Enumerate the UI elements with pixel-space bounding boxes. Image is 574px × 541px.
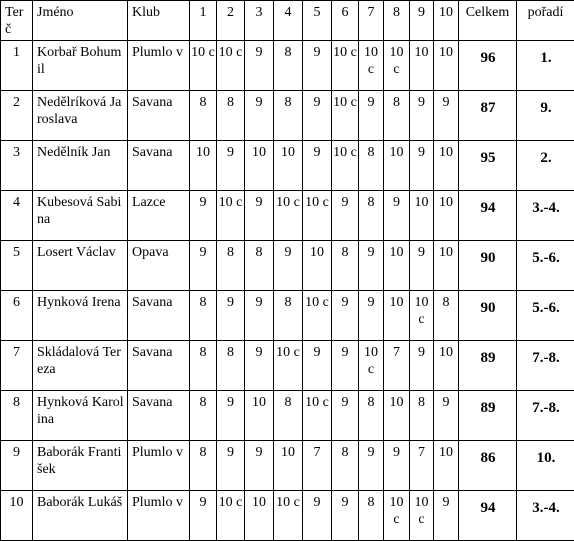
shot-10-cell: 8: [434, 291, 459, 341]
total-cell: 94: [459, 191, 517, 241]
header-club: Klub: [128, 1, 190, 41]
shot-8-cell: 8: [384, 91, 410, 141]
shot-6-cell: 9: [332, 191, 359, 241]
shot-1-cell: 8: [190, 341, 217, 391]
shot-3-cell: 9: [245, 341, 274, 391]
shot-6-cell: 9: [332, 291, 359, 341]
shot-8-cell: 9: [384, 441, 410, 491]
total-cell: 86: [459, 441, 517, 491]
shot-7-cell: 9: [359, 91, 384, 141]
club-cell: Savana: [128, 391, 190, 441]
ter-cell: 9: [1, 441, 33, 491]
shot-3-cell: 8: [245, 241, 274, 291]
shot-8-cell: 10: [384, 241, 410, 291]
shot-5-cell: 9: [303, 91, 332, 141]
shot-9-cell: 8: [410, 391, 434, 441]
name-cell: Korbař Bohumil: [33, 41, 128, 91]
ter-cell: 10: [1, 491, 33, 541]
rank-cell: 1.: [517, 41, 574, 91]
rank-cell: 7.-8.: [517, 341, 574, 391]
header-shot-3: 3: [245, 1, 274, 41]
shot-4-cell: 10: [274, 141, 303, 191]
shot-5-cell: 10 c: [303, 391, 332, 441]
shot-1-cell: 10 c: [190, 41, 217, 91]
table-row: [1, 141, 574, 191]
name-cell: Baborák Lukáš: [33, 491, 128, 541]
rank-cell: 9.: [517, 91, 574, 141]
shot-6-cell: 9: [332, 391, 359, 441]
table-row: [1, 441, 574, 491]
shot-3-cell: 9: [245, 441, 274, 491]
rank-cell: 7.-8.: [517, 391, 574, 441]
total-cell: 90: [459, 291, 517, 341]
total-cell: 89: [459, 341, 517, 391]
shot-8-cell: 10: [384, 291, 410, 341]
table-row: [1, 191, 574, 241]
shot-1-cell: 10: [190, 141, 217, 191]
shot-7-cell: 8: [359, 491, 384, 541]
ter-cell: 4: [1, 191, 33, 241]
shot-10-cell: 10: [434, 341, 459, 391]
ter-cell: 6: [1, 291, 33, 341]
shot-10-cell: 9: [434, 91, 459, 141]
shot-8-cell: 10: [384, 391, 410, 441]
shot-3-cell: 10: [245, 391, 274, 441]
shot-3-cell: 9: [245, 41, 274, 91]
shot-5-cell: 10 c: [303, 291, 332, 341]
name-cell: Kubesová Sabina: [33, 191, 128, 241]
header-shot-6: 6: [332, 1, 359, 41]
shot-1-cell: 9: [190, 241, 217, 291]
name-cell: Hynková Irena: [33, 291, 128, 341]
name-cell: Losert Václav: [33, 241, 128, 291]
header-shot-7: 7: [359, 1, 384, 41]
rank-cell: 3.-4.: [517, 491, 574, 541]
shot-9-cell: 10 c: [410, 291, 434, 341]
club-cell: Savana: [128, 341, 190, 391]
shot-7-cell: 10 c: [359, 341, 384, 391]
club-cell: Lazce: [128, 191, 190, 241]
ter-cell: 7: [1, 341, 33, 391]
ter-cell: 5: [1, 241, 33, 291]
shot-3-cell: 9: [245, 291, 274, 341]
shot-3-cell: 9: [245, 91, 274, 141]
shot-5-cell: 9: [303, 341, 332, 391]
shot-4-cell: 10 c: [274, 491, 303, 541]
shot-6-cell: 9: [332, 341, 359, 391]
shot-6-cell: 9: [332, 491, 359, 541]
shot-2-cell: 9: [217, 441, 245, 491]
shot-2-cell: 8: [217, 341, 245, 391]
shot-8-cell: 10 c: [384, 491, 410, 541]
header-shot-1: 1: [190, 1, 217, 41]
shot-5-cell: 10 c: [303, 191, 332, 241]
table-row: [1, 391, 574, 441]
table-row: [1, 291, 574, 341]
header-ter: Ter č: [1, 1, 33, 41]
header-shot-4: 4: [274, 1, 303, 41]
shot-10-cell: 10: [434, 191, 459, 241]
shot-9-cell: 9: [410, 241, 434, 291]
header-shot-2: 2: [217, 1, 245, 41]
shot-5-cell: 7: [303, 441, 332, 491]
shot-2-cell: 10 c: [217, 191, 245, 241]
shot-9-cell: 7: [410, 441, 434, 491]
shot-5-cell: 9: [303, 41, 332, 91]
shot-8-cell: 7: [384, 341, 410, 391]
ter-cell: 2: [1, 91, 33, 141]
header-row: [1, 1, 574, 41]
ter-cell: 8: [1, 391, 33, 441]
shot-10-cell: 9: [434, 391, 459, 441]
table-row: [1, 341, 574, 391]
club-cell: Opava: [128, 241, 190, 291]
shot-7-cell: 9: [359, 441, 384, 491]
shot-4-cell: 8: [274, 91, 303, 141]
header-shot-5: 5: [303, 1, 332, 41]
name-cell: Nedělník Jan: [33, 141, 128, 191]
shot-2-cell: 10 c: [217, 41, 245, 91]
shot-4-cell: 8: [274, 291, 303, 341]
shot-7-cell: 8: [359, 141, 384, 191]
shot-1-cell: 9: [190, 191, 217, 241]
header-shot-9: 9: [410, 1, 434, 41]
shot-10-cell: 10: [434, 441, 459, 491]
club-cell: Plumlo v: [128, 41, 190, 91]
total-cell: 90: [459, 241, 517, 291]
shot-4-cell: 10 c: [274, 191, 303, 241]
shot-6-cell: 8: [332, 441, 359, 491]
total-cell: 95: [459, 141, 517, 191]
shot-9-cell: 10: [410, 41, 434, 91]
shot-10-cell: 10: [434, 241, 459, 291]
shot-5-cell: 9: [303, 491, 332, 541]
shot-4-cell: 8: [274, 41, 303, 91]
shot-3-cell: 10: [245, 141, 274, 191]
table-row: [1, 241, 574, 291]
rank-cell: 3.-4.: [517, 191, 574, 241]
shot-7-cell: 9: [359, 291, 384, 341]
table-row: [1, 91, 574, 141]
ter-cell: 3: [1, 141, 33, 191]
shot-5-cell: 9: [303, 141, 332, 191]
shot-1-cell: 8: [190, 91, 217, 141]
name-cell: Skládalová Tereza: [33, 341, 128, 391]
shot-6-cell: 10 c: [332, 141, 359, 191]
shot-2-cell: 9: [217, 141, 245, 191]
shot-6-cell: 10 c: [332, 41, 359, 91]
club-cell: Savana: [128, 291, 190, 341]
shot-10-cell: 10: [434, 41, 459, 91]
shot-2-cell: 8: [217, 241, 245, 291]
shot-1-cell: 8: [190, 441, 217, 491]
results-body: [1, 41, 574, 541]
table-row: [1, 41, 574, 91]
shot-7-cell: 8: [359, 391, 384, 441]
shot-7-cell: 9: [359, 241, 384, 291]
rank-cell: 5.-6.: [517, 241, 574, 291]
total-cell: 89: [459, 391, 517, 441]
header-shot-8: 8: [384, 1, 410, 41]
header-shot-10: 10: [434, 1, 459, 41]
shot-4-cell: 9: [274, 241, 303, 291]
table-row: [1, 491, 574, 541]
club-cell: Plumlo v: [128, 491, 190, 541]
shot-9-cell: 10: [410, 191, 434, 241]
shot-4-cell: 10: [274, 441, 303, 491]
name-cell: Nedělríková Jaroslava: [33, 91, 128, 141]
shot-8-cell: 9: [384, 191, 410, 241]
shot-1-cell: 9: [190, 491, 217, 541]
shot-5-cell: 10: [303, 241, 332, 291]
club-cell: Savana: [128, 91, 190, 141]
club-cell: Savana: [128, 141, 190, 191]
shot-1-cell: 8: [190, 291, 217, 341]
rank-cell: 5.-6.: [517, 291, 574, 341]
shot-3-cell: 10: [245, 491, 274, 541]
shot-9-cell: 10 c: [410, 491, 434, 541]
shot-2-cell: 8: [217, 91, 245, 141]
shot-7-cell: 10 c: [359, 41, 384, 91]
shot-8-cell: 10: [384, 141, 410, 191]
shot-2-cell: 10 c: [217, 491, 245, 541]
header-total: Celkem: [459, 1, 517, 41]
shot-10-cell: 9: [434, 491, 459, 541]
total-cell: 96: [459, 41, 517, 91]
shot-4-cell: 8: [274, 391, 303, 441]
shot-9-cell: 9: [410, 341, 434, 391]
ter-cell: 1: [1, 41, 33, 91]
shot-9-cell: 9: [410, 91, 434, 141]
shot-1-cell: 8: [190, 391, 217, 441]
shot-2-cell: 9: [217, 391, 245, 441]
name-cell: Hynková Karolina: [33, 391, 128, 441]
shot-6-cell: 10 c: [332, 91, 359, 141]
shot-9-cell: 9: [410, 141, 434, 191]
rank-cell: 2.: [517, 141, 574, 191]
shot-4-cell: 10 c: [274, 341, 303, 391]
shot-6-cell: 8: [332, 241, 359, 291]
name-cell: Baborák František: [33, 441, 128, 491]
shot-7-cell: 8: [359, 191, 384, 241]
shot-3-cell: 9: [245, 191, 274, 241]
shot-8-cell: 10 c: [384, 41, 410, 91]
shot-2-cell: 9: [217, 291, 245, 341]
club-cell: Plumlo v: [128, 441, 190, 491]
total-cell: 94: [459, 491, 517, 541]
header-name: Jméno: [33, 1, 128, 41]
rank-cell: 10.: [517, 441, 574, 491]
total-cell: 87: [459, 91, 517, 141]
shot-10-cell: 10: [434, 141, 459, 191]
header-rank: pořadí: [517, 1, 574, 41]
